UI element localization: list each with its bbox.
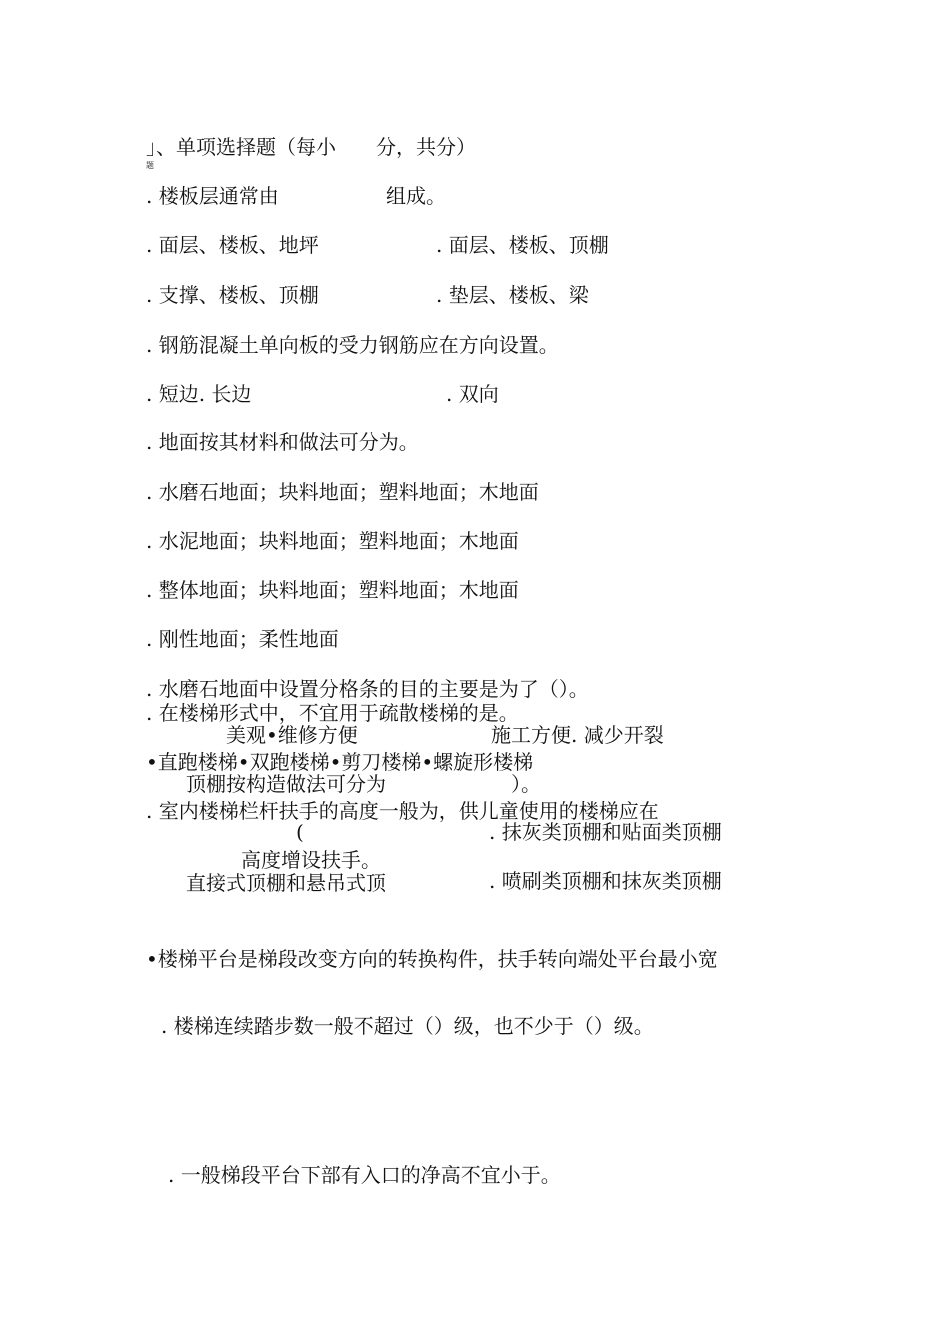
q6-stem: 顶棚按构造做法可分为	[186, 772, 386, 796]
q3-option-b: . 水泥地面；块料地面；塑料地面；木地面	[146, 529, 519, 553]
q1-option-a: . 面层、楼板、地坪	[146, 233, 319, 257]
q1-blank-tail: 组成。	[386, 184, 446, 208]
q6-option-c: . 喷刷类顶棚和抹灰类顶棚	[489, 869, 722, 893]
q7-stem: . 室内楼梯栏杆扶手的高度一般为，供儿童使用的楼梯应在	[146, 799, 659, 823]
q5-stem: . 在楼梯形式中，不宜用于疏散楼梯的是。	[146, 701, 519, 725]
q1-option-d: . 垫层、楼板、梁	[436, 283, 589, 307]
q3-option-c: . 整体地面；块料地面；塑料地面；木地面	[146, 578, 519, 602]
section-title: 」、单项选择题（每小 分，共分）	[146, 135, 476, 159]
q6-open: (	[296, 820, 304, 844]
q1-option-c: . 支撑、楼板、顶棚	[146, 283, 319, 307]
q5-options: •直跑楼梯•双跑楼梯•剪刀楼梯•螺旋形楼梯	[146, 750, 534, 774]
q4-stem: . 水磨石地面中设置分格条的目的主要是为了（）。	[146, 677, 589, 701]
q6-close: ）。	[511, 772, 541, 796]
q2-stem: . 钢筋混凝土单向板的受力钢筋应在方向设置。	[146, 333, 559, 357]
q8-stem: •楼梯平台是梯段改变方向的转换构件，扶手转向端处平台最小宽	[146, 947, 718, 971]
q2-option-c: . 双向	[446, 382, 499, 406]
q10-stem: . 一般梯段平台下部有入口的净高不宜小于。	[168, 1163, 561, 1187]
section-mark: 题	[146, 161, 154, 170]
q7-tail: 高度增设扶手。	[241, 848, 381, 872]
q4-option-a: 美观•维修方便	[226, 723, 358, 747]
q3-option-d: . 刚性地面；柔性地面	[146, 627, 339, 651]
q1-stem: . 楼板层通常由	[146, 184, 279, 208]
q1-option-b: . 面层、楼板、顶棚	[436, 233, 609, 257]
q4-option-b: 施工方便. 减少开裂	[491, 723, 664, 747]
q6-option-a: . 抹灰类顶棚和贴面类顶棚	[489, 820, 722, 844]
q9-stem: . 楼梯连续踏步数一般不超过（）级，也不少于（）级。	[161, 1014, 654, 1038]
q3-option-a: . 水磨石地面；块料地面；塑料地面；木地面	[146, 480, 539, 504]
q3-stem: . 地面按其材料和做法可分为。	[146, 430, 419, 454]
q6-option-b: 直接式顶棚和悬吊式顶	[186, 871, 386, 895]
q2-option-ab: . 短边. 长边	[146, 382, 252, 406]
